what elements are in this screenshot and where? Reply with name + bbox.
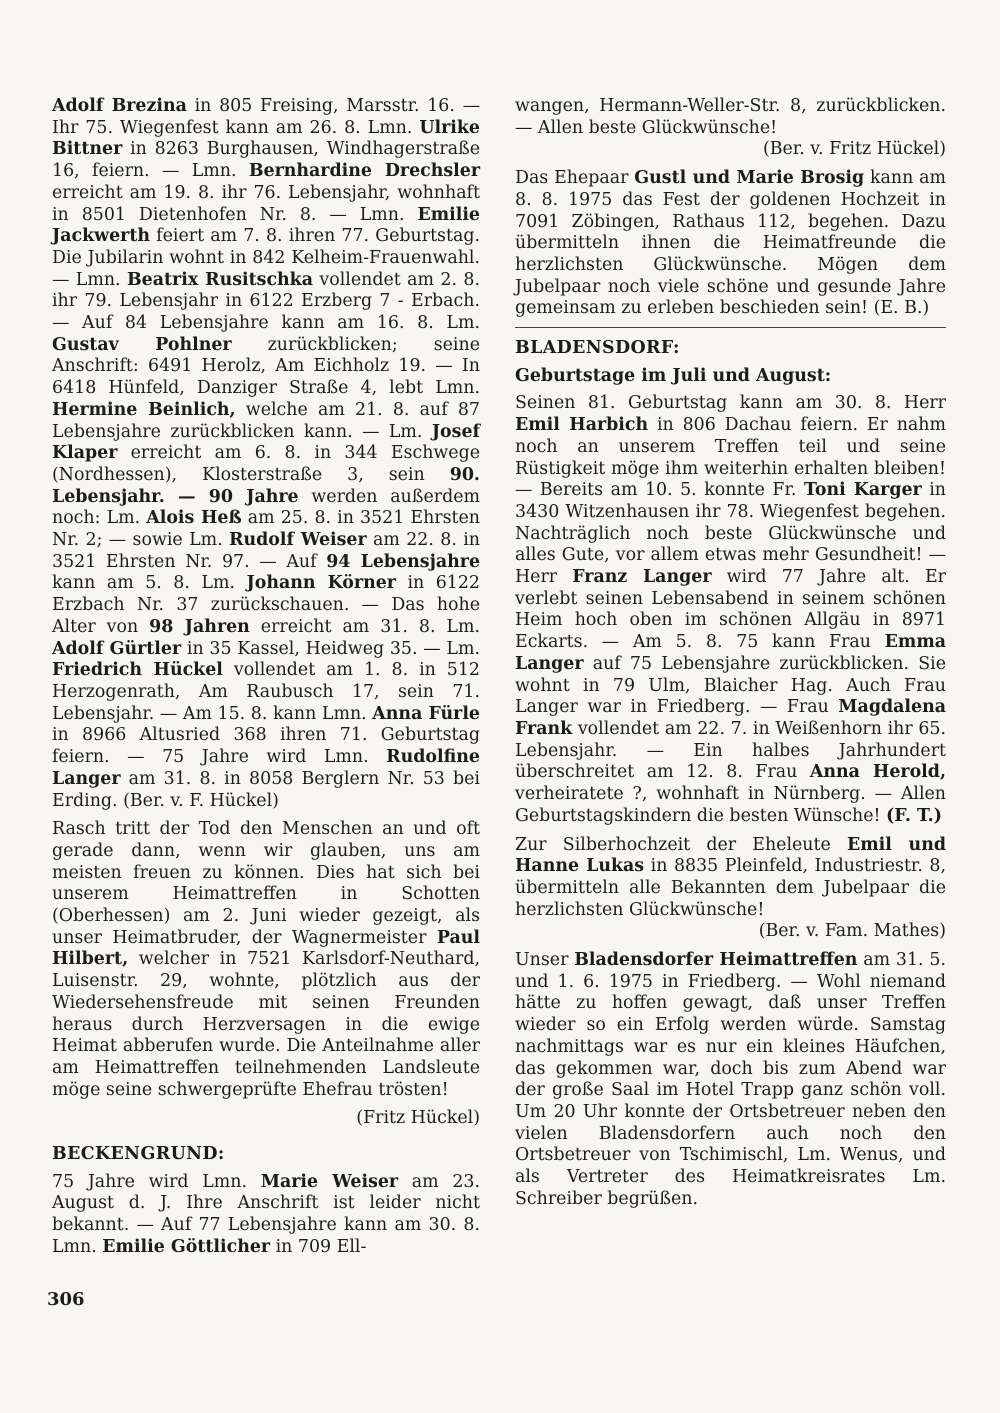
bold-name: Franz Langer [572, 567, 712, 588]
bold-name: Friedrich Hückel [52, 660, 223, 681]
bold-name: Emilie Jackwerth [52, 204, 480, 247]
bold-name: Toni Karger [803, 480, 922, 501]
bold-name: (F. T.) [886, 805, 942, 826]
right-column [515, 96, 946, 1217]
obituary-credit: (Fritz Hückel) [356, 1108, 480, 1129]
bold-name: Paul Hilbert, [52, 927, 480, 970]
bold-name: Adolf Gürtler [52, 638, 182, 659]
bold-name: Emil und Hanne Lukas [515, 834, 947, 877]
continued-credit: (Ber. v. Fritz Hückel) [762, 139, 946, 160]
bold-name: Alois Heß [146, 508, 242, 529]
continued-paragraph: wangen, Hermann-Weller-Str. 8, zurückblicken. — Allen beste Glückwünsche! [515, 96, 946, 138]
bold-name: Marie Weiser [260, 1171, 399, 1192]
golden-wedding-paragraph: Das Ehepaar Gustl und Marie Brosig kann am 8. 8. 1975 das Fest der goldenen Hochzeit in 7091 Zöbingen, Rathaus 112, begehen. Dazu übermitteln ihnen die Heimatfreunde die herzlichsten Glückwünsche. Mögen dem Jubelpaar noch viele schöne und gesunde Jahre gemeinsam zu erleben beschieden sein! (E. B.) [515, 168, 946, 319]
silver-wedding-paragraph: Zur Silberhochzeit der Eheleute Emil und Hanne Lukas in 8835 Pleinfeld, Industriestr. 8, übermitteln alle Bekannten dem Jubelpaar die herzlichsten Glückwünsche! [515, 834, 947, 920]
bold-name: Rudolf Weiser [229, 530, 367, 551]
bold-name: Ulrike Bittner [52, 117, 480, 160]
page-number: 306 [47, 1289, 85, 1310]
bold-name: Gustl und Marie Brosig [634, 168, 865, 189]
section-divider [515, 327, 946, 328]
obituary-paragraph: Rasch tritt der Tod den Menschen an und oft gerade dann, wenn wir glauben, uns am meisten freuen zu können. Dies hat sich bei unserem Heimattreffen in Schotten (Oberhessen) am 2. Juni wieder gezeigt, als unser Heimatbruder, der Wagnermeister Paul Hilbert, welcher in 7521 Karlsdorf-Neuthard, Luisenstr. 29, wohnte, plötzlich aus der Wiedersehensfreude mit seinen Freunden heraus durch Herzversagen in die ewige Heimat abberufen wurde. Die Anteilnahme aller am Heimattreffen teilnehmenden Landsleute möge seine schwergeprüfte Ehefrau trösten! [52, 819, 480, 1100]
section-heading-beckengrund: BECKENGRUND: [52, 1144, 225, 1165]
bold-name: Emma Langer [515, 632, 946, 674]
section-heading-bladensdorf: BLADENSDORF: [515, 338, 680, 359]
bold-name: Bladensdorfer Heimattreffen [574, 950, 858, 971]
bold-name: Anna Herold, [809, 762, 947, 783]
bold-name: Bernhardine Drechsler [248, 161, 480, 182]
bold-name: Hermine Beinlich, [52, 399, 236, 420]
bold-name: Gustav Pohlner [52, 334, 232, 355]
heimattreffen-paragraph: Unser Bladensdorfer Heimattreffen am 31. 5. und 1. 6. 1975 in Friedberg. — Wohl niemand hätte zu hoffen gewagt, daß unser Treffen wieder so ein Erfolg werden würde. Samstag nachmittags war es nur ein kleines Häufchen, das gekommen war, doch bis zum Abend war der große Saal im Hotel Trapp ganz schön voll. Um 20 Uhr konnte der Ortsbetreuer neben den vielen Bladensdorfern auch noch den Ortsbetreuer von Tschimischl, Lm. Wenus, und als Vertreter des Heimatkreisrates Lm. Schreiber begrüßen. [515, 950, 946, 1209]
bold-name: Adolf Brezina [52, 96, 187, 116]
beckengrund-paragraph: 75 Jahre wird Lmn. Marie Weiser am 23. August d. J. Ihre Anschrift ist leider nicht bekannt. — Auf 77 Lebensjahre kann am 30. 8. Lmn. Emilie Göttlicher in 709 Ell- [52, 1171, 480, 1257]
bold-name: Beatrix Rusitschka [126, 269, 313, 290]
bold-name: Magdalena Frank [515, 697, 946, 739]
bold-name: Emil Harbich [515, 415, 649, 436]
bladensdorf-birthdays-paragraph: Seinen 81. Geburtstag kann am 30. 8. Herr Emil Harbich in 806 Dachau feiern. Er nahm noch an unserem Treffen teil und seine Rüstigkeit möge ihm weiterhin erhalten bleiben! — Bereits am 10. 5. konnte Fr. Toni Karger in 3430 Witzenhausen ihr 78. Wiegenfest begehen. Nachträglich noch beste Glückwünsche und alles Gute, vor allem etwas mehr Gesundheit! — Herr Franz Langer wird 77 Jahre alt. Er verlebt seinen Lebensabend in seinem schönen Heim hoch oben im schönen Allgäu in 8971 Eckarts. — Am 5. 8. 75 kann Frau Emma Langer auf 75 Lebensjahre zurückblicken. Sie wohnt in 79 Ulm, Blaicher Hag. Auch Frau Langer war in Friedberg. — Frau Magdalena Frank vollendet am 22. 7. in Weißenhorn ihr 65. Lebensjahr. — Ein halbes Jahrhundert überschreitet am 12. 8. Frau Anna Herold, verheiratete ?, wohnhaft in Nürnberg. — Allen Geburtstagskindern die besten Wünsche! (F. T.) [515, 393, 947, 826]
silver-wedding-credit: (Ber. v. Fam. Mathes) [758, 921, 946, 942]
subheading-birthdays: Geburtstage im Juli und August: [515, 365, 832, 386]
bold-name: Josef Klaper [52, 421, 480, 464]
bold-name: Rudolfine Langer [52, 747, 480, 789]
left-column [52, 96, 480, 1266]
bold-name: Emilie Göttlicher [102, 1236, 271, 1257]
bold-name: Johann Körner [246, 573, 396, 594]
bold-name: 90. Lebensjahr. — 90 Jahre [52, 464, 480, 507]
bold-name: Anna Fürle [372, 703, 480, 724]
bold-name: 94 Lebensjahre [326, 551, 481, 572]
bold-name: 98 Jahren [149, 616, 250, 637]
birthday-list-paragraph: Adolf Brezina in 805 Freising, Marsstr. 16. — Ihr 75. Wiegenfest kann am 26. 8. Lmn. Ulrike Bittner in 8263 Burghausen, Windhagerstraße 16, feiern. — Lmn. Bernhardine Drechsler erreicht am 19. 8. ihr 76. Lebensjahr, wohnhaft in 8501 Dietenhofen Nr. 8. — Lmn. Emilie Jackwerth feiert am 7. 8. ihren 77. Geburtstag. Die Jubilarin wohnt in 842 Kelheim-Frauenwahl. — Lmn. Beatrix Rusitschka vollendet am 2. 8. ihr 79. Lebensjahr in 6122 Erzberg 7 - Erbach. — Auf 84 Lebensjahre kann am 16. 8. Lm. Gustav Pohlner zurückblicken; seine Anschrift: 6491 Herolz, Am Eichholz 19. — In 6418 Hünfeld, Danziger Straße 4, lebt Lmn. Hermine Beinlich, welche am 21. 8. auf 87 Lebensjahre zurückblicken kann. — Lm. Josef Klaper erreicht am 6. 8. in 344 Eschwege (Nordhessen), Klosterstraße 3, sein 90. Lebensjahr. — 90 Jahre werden außerdem noch: Lm. Alois Heß am 25. 8. in 3521 Ehrsten Nr. 2; — sowie Lm. Rudolf Weiser am 22. 8. in 3521 Ehrsten Nr. 97. — Auf 94 Lebensjahre kann am 5. 8. Lm. Johann Körner in 6122 Erzbach Nr. 37 zurückschauen. — Das hohe Alter von 98 Jahren erreicht am 31. 8. Lm. Adolf Gürtler in 35 Kassel, Heidweg 35. — Lm. Friedrich Hückel vollendet am 1. 8. in 512 Herzogenrath, Am Raubusch 17, sein 71. Lebensjahr. — Am 15. 8. kann Lmn. Anna Fürle in 8966 Altusried 368 ihren 71. Geburtstag feiern. — 75 Jahre wird Lmn. Rudolfine Langer am 31. 8. in 8058 Berglern Nr. 53 bei Erding. (Ber. v. F. Hückel) [52, 96, 481, 811]
